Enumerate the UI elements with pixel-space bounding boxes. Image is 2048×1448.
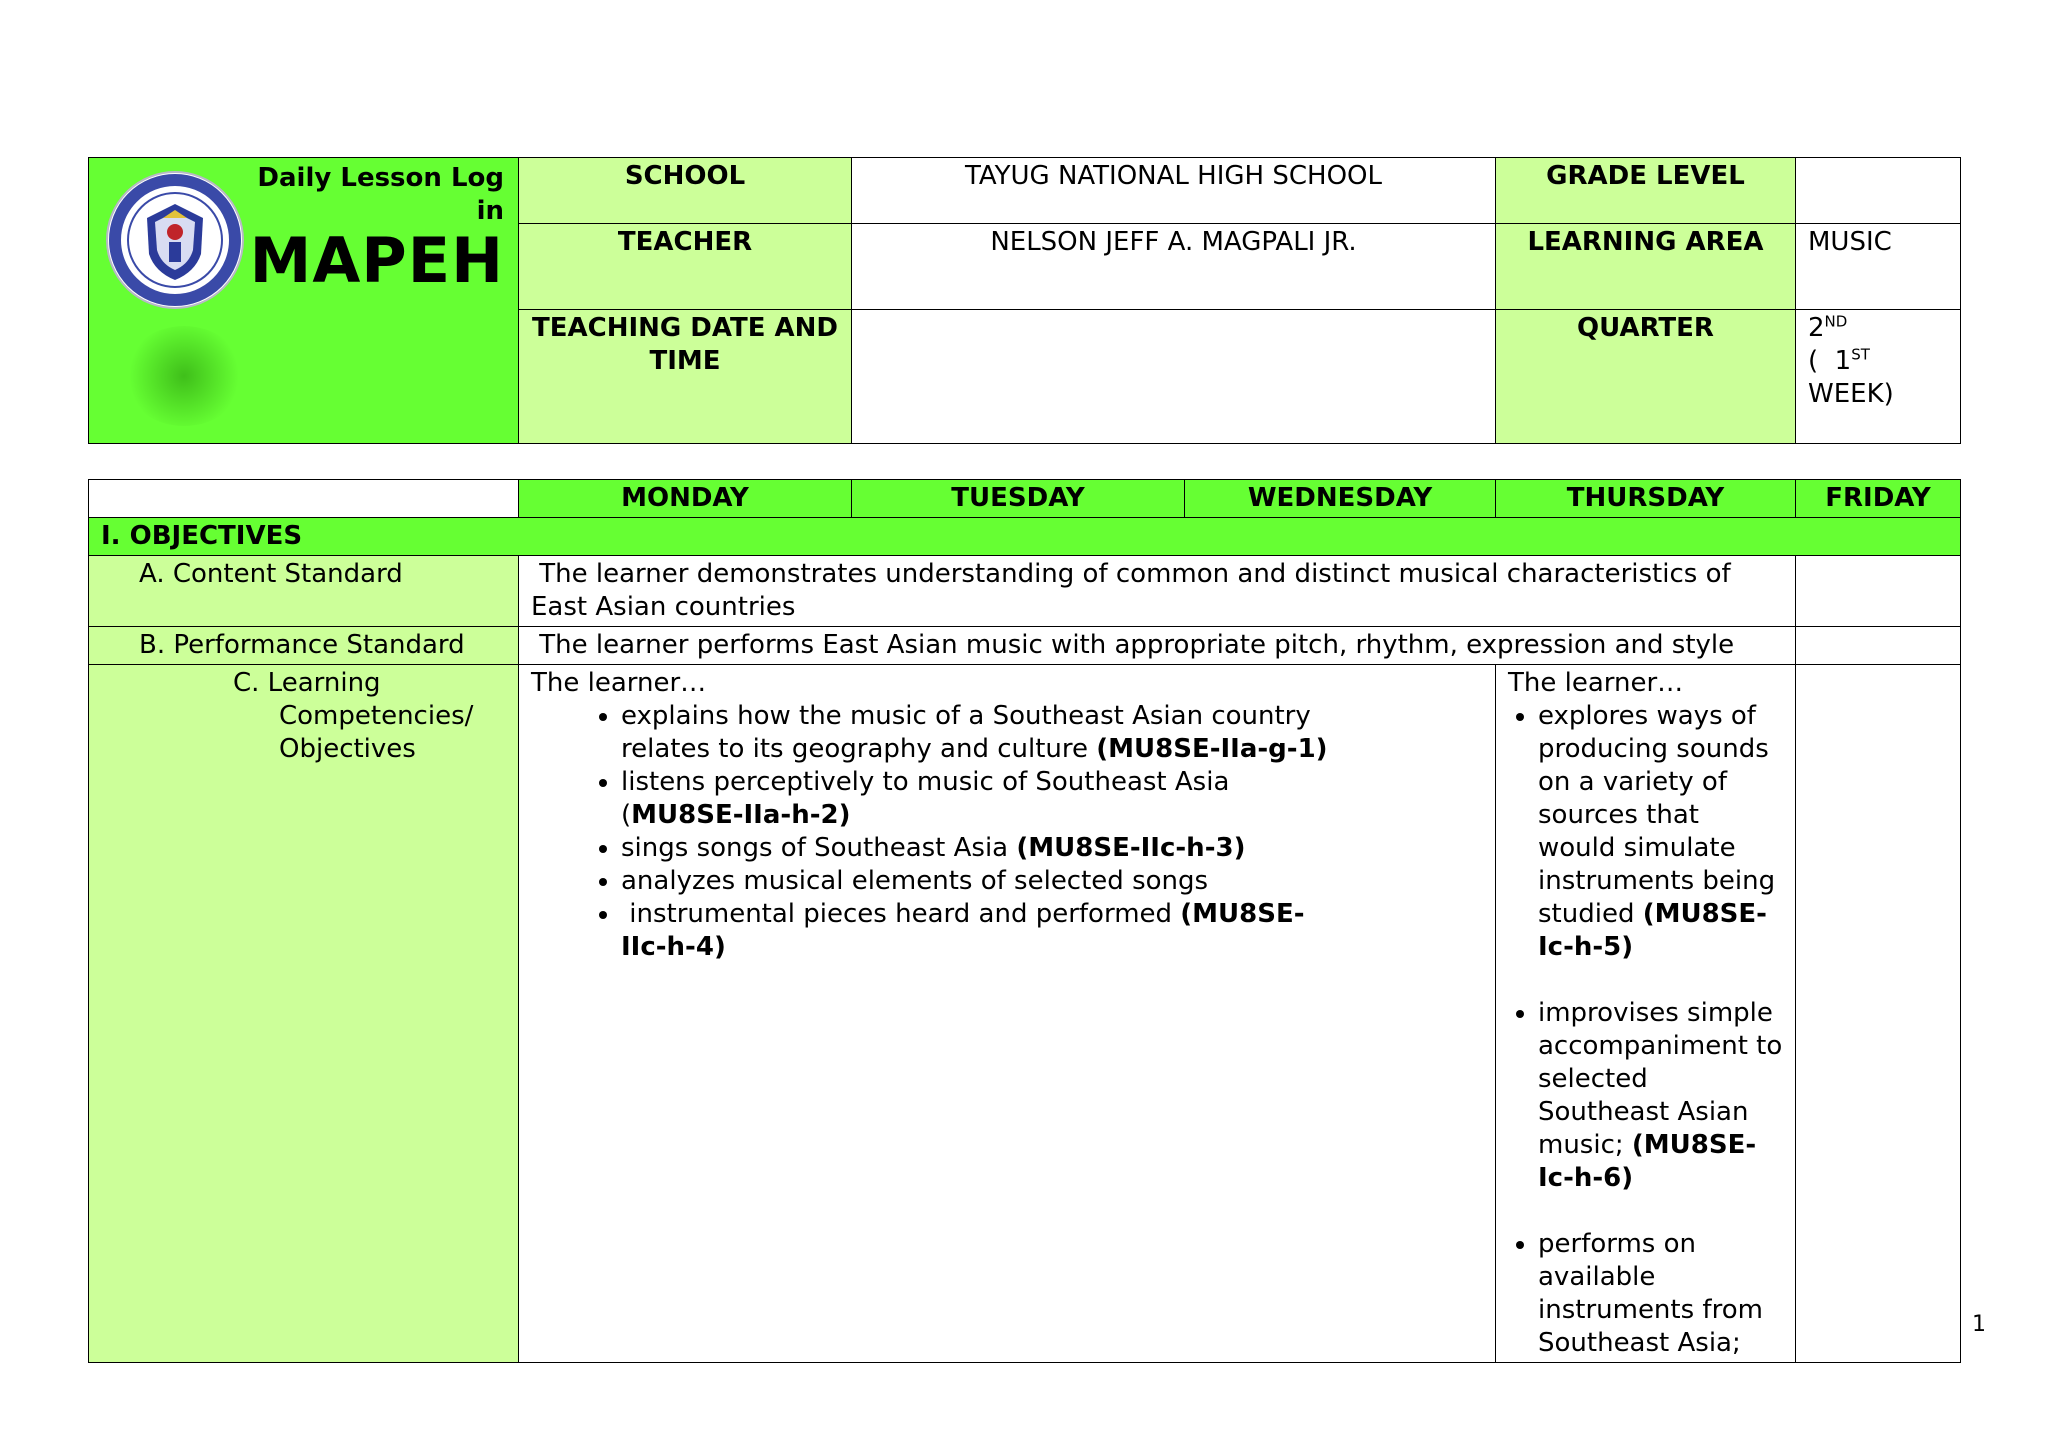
list-item: • analyzes musical elements of selected songs xyxy=(621,865,1343,898)
competencies-label: C. Learning Competencies/ Objectives xyxy=(89,665,519,1363)
list-item: • explains how the music of a Southeast Asian country relates to its geography and culture (MU8SE-IIa-g-1) xyxy=(621,700,1343,766)
doc-title: Daily Lesson Log in xyxy=(257,163,504,226)
list-item: • explores ways of producing sounds on a variety of sources that would simulate instruments being studied (MU8SE-Ic-h-5) xyxy=(1538,700,1783,964)
days-blank-cell xyxy=(89,480,519,518)
competencies-thu-intro: The learner… xyxy=(1508,668,1684,698)
competencies-friday xyxy=(1796,665,1961,1363)
list-item: • sings songs of Southeast Asia (MU8SE-IIc-h-3) xyxy=(621,832,1343,865)
grade-level-value xyxy=(1796,158,1961,224)
grade-level-label: GRADE LEVEL xyxy=(1496,158,1796,224)
blurred-mark xyxy=(124,326,244,426)
performance-standard-friday xyxy=(1796,627,1961,665)
teaching-date-value xyxy=(852,310,1496,444)
teaching-date-label: TEACHING DATE AND TIME xyxy=(519,310,852,444)
logo-cell xyxy=(89,158,519,444)
performance-standard-label: B. Performance Standard xyxy=(89,627,519,665)
content-standard-text: The learner demonstrates understanding of common and distinct musical characteristics of East Asian countries xyxy=(519,556,1796,627)
day-wednesday: WEDNESDAY xyxy=(1185,480,1496,518)
page-number: 1 xyxy=(1972,1312,1986,1337)
days-row xyxy=(89,480,1961,518)
school-value: TAYUG NATIONAL HIGH SCHOOL xyxy=(852,158,1496,224)
school-label: SCHOOL xyxy=(519,158,852,224)
teacher-value: NELSON JEFF A. MAGPALI JR. xyxy=(852,224,1496,310)
competencies-thursday xyxy=(1496,665,1796,1363)
day-tuesday: TUESDAY xyxy=(852,480,1185,518)
learning-area-value: MUSIC xyxy=(1796,224,1961,310)
list-item: • improvises simple accompaniment to selected Southeast Asian music; (MU8SE-Ic-h-6) xyxy=(1538,997,1783,1195)
list-item: • performs on available instruments from Southeast Asia; xyxy=(1538,1228,1783,1360)
objectives-table xyxy=(88,479,1961,1363)
content-standard-friday xyxy=(1796,556,1961,627)
list-item: • listens perceptively to music of Southeast Asia (MU8SE-IIa-h-2) xyxy=(621,766,1343,832)
quarter-value: 2ND ( 1ST WEEK) xyxy=(1796,310,1961,444)
deped-seal-icon xyxy=(105,170,245,310)
day-friday: FRIDAY xyxy=(1796,480,1961,518)
objectives-section-title: I. OBJECTIVES xyxy=(89,518,1961,556)
day-thursday: THURSDAY xyxy=(1496,480,1796,518)
header-table xyxy=(88,157,1961,444)
learning-area-label: LEARNING AREA xyxy=(1496,224,1796,310)
subject-title: MAPEH xyxy=(249,224,504,297)
list-item: • instrumental pieces heard and performed (MU8SE-IIc-h-4) xyxy=(621,898,1343,964)
competencies-mon-wed xyxy=(519,665,1496,1363)
quarter-label: QUARTER xyxy=(1496,310,1796,444)
competencies-intro: The learner… xyxy=(531,668,707,698)
teacher-label: TEACHER xyxy=(519,224,852,310)
content-standard-label: A. Content Standard xyxy=(89,556,519,627)
day-monday: MONDAY xyxy=(519,480,852,518)
performance-standard-text: The learner performs East Asian music with appropriate pitch, rhythm, expression and style xyxy=(519,627,1796,665)
